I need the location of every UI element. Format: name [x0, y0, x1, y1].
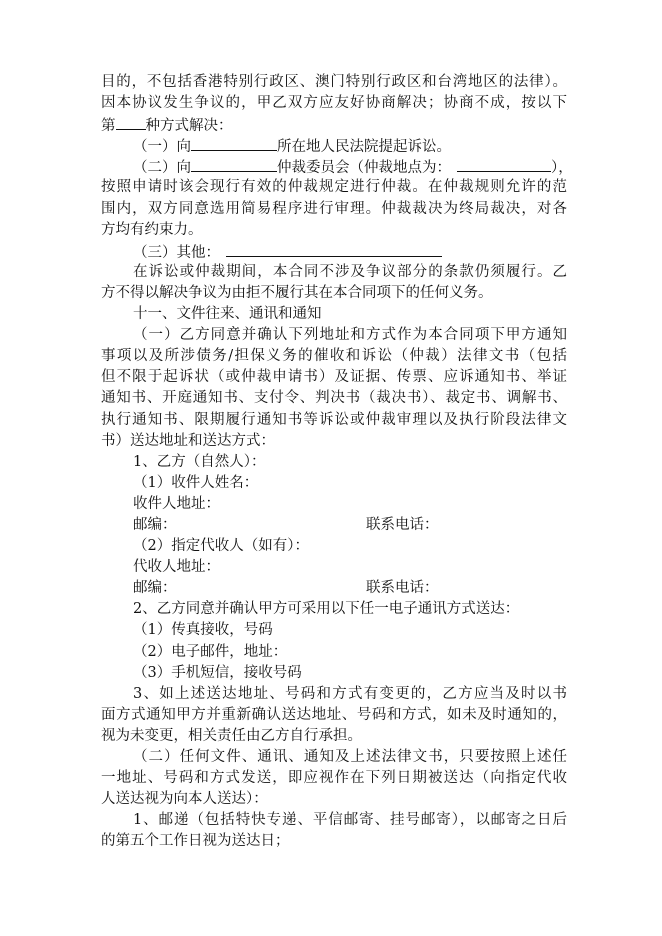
text: （二）向: [133, 160, 191, 177]
text-line: 面方式通知甲方并重新确认送达地址、号码和方式，如未及时通知的，: [101, 706, 567, 723]
text-line: 围内，双方同意选用简易程序进行审理。仲裁裁决为终局裁决，对各: [101, 200, 567, 217]
text-line: 因本协议发生争议的，甲乙双方应友好协商解决；协商不成，按以下: [101, 95, 567, 112]
text-line: [101, 515, 567, 536]
text-line: （1）传真接收，号码: [133, 622, 273, 639]
text-line: 在诉讼或仲裁期间，本合同不涉及争议部分的条款仍须履行。乙: [133, 263, 567, 280]
text-line: （2）指定代收人（如有）：: [133, 538, 309, 555]
text: ），: [551, 160, 573, 177]
text-line: 事项以及所涉债务/担保义务的催收和诉讼（仲裁）法律文书（包括: [101, 348, 567, 365]
text-line: [101, 135, 567, 156]
phone-label: 联系电话：: [366, 580, 439, 597]
postcode-label: 邮编：: [133, 580, 177, 597]
text-line: 目的，不包括香港特别行政区、澳门特别行政区和台湾地区的法律）。: [101, 74, 567, 90]
text-line: 视为未变更，相关责任由乙方自行承担。: [101, 727, 362, 744]
text-line: 书）送达地址和送达方式：: [101, 432, 275, 449]
text-line: 收件人地址：: [133, 495, 220, 512]
section-heading: 十一、文件往来、通讯和通知: [133, 306, 322, 323]
text-line: 通知书、开庭通知书、支付令、判决书（裁决书）、裁定书、调解书、: [101, 390, 567, 407]
text-line: [101, 241, 567, 262]
text-line: 按照申请时该会现行有效的仲裁规定进行仲裁。在仲裁规则允许的范: [101, 179, 567, 196]
text-line: 执行通知书、限期履行通知书等诉讼或仲裁审理以及执行阶段法律文: [101, 411, 567, 428]
text-line: 方不得以解决争议为由拒不履行其在本合同项下的任何义务。: [101, 284, 493, 301]
text-line: 1、乙方（自然人）：: [133, 453, 266, 470]
text-line: 3、如上述送达地址、号码和方式有变更的，乙方应当及时以书: [133, 685, 567, 702]
text-line: 方均有约束力。: [101, 221, 203, 238]
text-line: [101, 114, 567, 135]
text: 所在地人民法院提起诉讼。: [277, 139, 451, 156]
text-line: [101, 156, 573, 177]
text-line: 一地址、号码和方式发送，即应视作在下列日期被送达（向指定代收: [101, 770, 567, 787]
arbitration-place-blank-field[interactable]: [457, 156, 551, 172]
text: 种方式解决：: [145, 118, 233, 135]
blank-field[interactable]: [116, 114, 146, 130]
text-line: （3）手机短信，接收号码: [133, 664, 302, 681]
text: 仲裁委员会（仲裁地点为：: [277, 160, 451, 177]
text-line: [101, 578, 567, 599]
postcode-label: 邮编：: [133, 516, 177, 533]
text-line: 的第五个工作日视为送达日；: [101, 833, 290, 850]
other-blank-field[interactable]: [226, 241, 442, 257]
text: （一）向: [133, 139, 191, 156]
text-line: 但不限于起诉状（或仲裁申请书）及证据、传票、应诉通知书、举证: [101, 369, 567, 386]
court-blank-field[interactable]: [191, 135, 277, 151]
document-page: [101, 72, 573, 852]
text-line: 2、乙方同意并确认甲方可采用以下任一电子通讯方式送达：: [133, 601, 520, 618]
arbitration-blank-field[interactable]: [191, 156, 277, 172]
text: 第: [101, 118, 116, 135]
text-line: （一）乙方同意并确认下列地址和方式作为本合同项下甲方通知: [133, 327, 567, 344]
text-line: 人送达视为向本人送达）：: [101, 791, 268, 808]
text-line: （2）电子邮件，地址：: [133, 643, 288, 660]
text-line: 1、邮递（包括特快专递、平信邮寄、挂号邮寄），以邮寄之日后: [133, 812, 567, 829]
text-line: （1）收件人姓名：: [133, 474, 259, 491]
text-line: 代收人地址：: [133, 559, 220, 576]
text: （三）其他：: [133, 244, 220, 261]
text-line: （二）任何文件、通讯、通知及上述法律文书，只要按照上述任: [133, 749, 567, 765]
phone-label: 联系电话：: [366, 516, 439, 533]
